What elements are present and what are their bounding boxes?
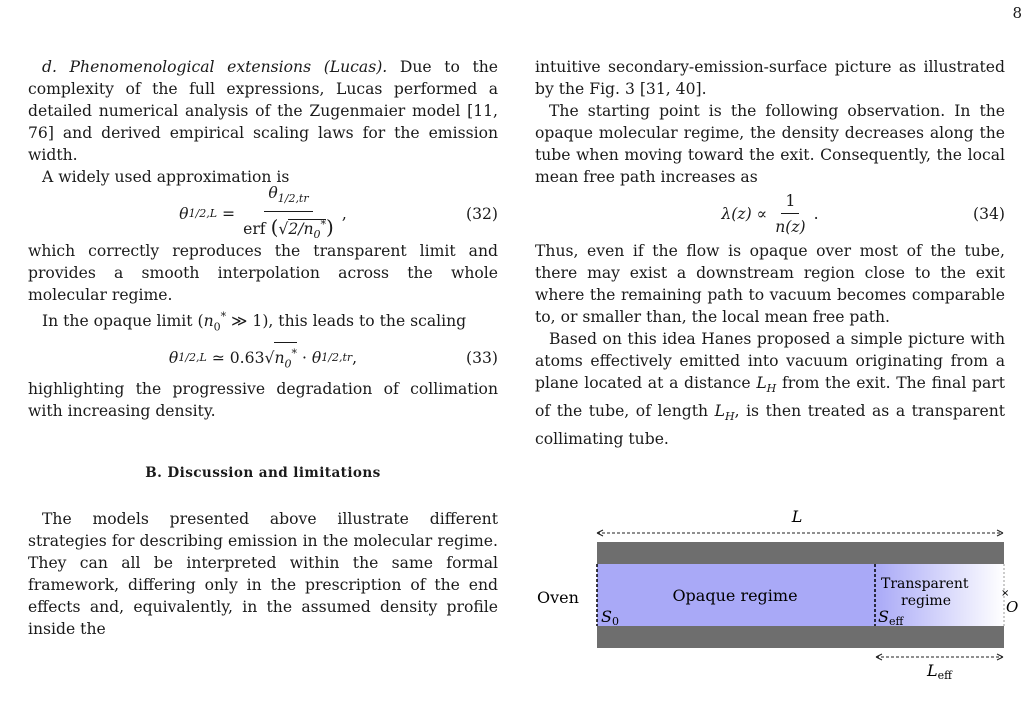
- label-S0: S: [601, 607, 612, 626]
- section-heading: B. Discussion and limitations: [145, 465, 381, 482]
- paragraph-lucas: [28, 56, 498, 166]
- equation-number: (33): [465, 349, 498, 368]
- paragraph-title: d. Phenomenological extensions (Lucas).: [42, 58, 388, 76]
- paragraph-transparent-limit: which correctly reproduces the transparent limit and provides a smooth interpolation across the whole molecular regime.: [28, 242, 498, 304]
- paragraph-hanes: Based on this idea Hanes proposed a simple picture with atoms effectively emitted into vacuum originating from a plane located at a distance $L_H$ from the exit. The final part of the tube, of length $L_H$, is then treated as a transparent collimating tube.: [535, 330, 1006, 449]
- equation-32: θ 1/2,L = $\frac{\theta_{1/2,tr}}{erf (√2/n_0^*)}$ , (32): [179, 183, 498, 242]
- paragraph-starting-point: The starting point is the following observation. In the opaque molecular regime, the density decreases along the tube when moving toward the exit. Consequently, the local mean free path increases as: [535, 102, 1005, 186]
- equation-34: λ(z) ∝ $\frac{1}{n(z)}$ . (34): [721, 192, 1005, 236]
- paragraph-intuitive: intuitive secondary-emission-surface picture as illustrated by the Fig. 3 [31, 40].: [535, 58, 1005, 98]
- label-Leff: L: [927, 661, 938, 680]
- equation-number: (32): [465, 205, 498, 223]
- paragraph-opaque-limit: In the opaque limit ($n_0^*$ ≫ 1), this leads to the scaling: [42, 310, 467, 334]
- right-column: [535, 56, 1005, 450]
- label-L: L: [791, 507, 803, 526]
- svg-text:Seff: Seff: [878, 607, 904, 628]
- tube-wall-top: [597, 542, 1004, 564]
- exit-marker: ×: [1001, 588, 1010, 599]
- paragraph-discussion: The models presented above illustrate different strategies for describing emission in the molecular regime. They can all be interpreted within the same formal framework, differing only in the prescription of the end effects and, equivalently, in the assumed density profile inside the: [28, 510, 498, 639]
- paragraph-approx-intro: A widely used approximation is: [42, 168, 290, 186]
- tube-wall-bottom: [597, 626, 1004, 648]
- svg-text:S0: S0: [601, 607, 619, 628]
- paragraph-degradation: highlighting the progressive degradation of collimation with increasing density.: [28, 380, 498, 421]
- page-number: 8: [1012, 4, 1022, 22]
- figure-emission-surface: [535, 500, 1025, 700]
- left-column: [28, 56, 498, 640]
- equation-number: (34): [972, 205, 1005, 223]
- label-transparent: Transparent: [881, 576, 969, 592]
- paragraph-downstream: Thus, even if the flow is opaque over most of the tube, there may exist a downstream region close to the exit where the remaining path to vacuum becomes comparable to, or smaller than, the local mean free path.: [535, 242, 1005, 326]
- label-oven: Oven: [537, 588, 579, 607]
- equation-coefficient: 0.63: [229, 349, 265, 368]
- equation-33: θ 1/2,L ≃ 0.63 √ $n_0^*$ · θ 1/2,tr , (33): [28, 338, 498, 378]
- label-regime: regime: [901, 593, 951, 609]
- paragraph-text: Due to the complexity of the full expressions, Lucas performed a detailed numerical analysis of the Zugenmaier model [11, 76] and derived empirical scaling laws for the emission width.: [28, 58, 499, 164]
- label-opaque-regime: Opaque regime: [672, 586, 798, 605]
- svg-text:Leff: Leff: [927, 661, 952, 682]
- label-O: O: [1006, 598, 1019, 616]
- label-Seff: S: [878, 607, 889, 626]
